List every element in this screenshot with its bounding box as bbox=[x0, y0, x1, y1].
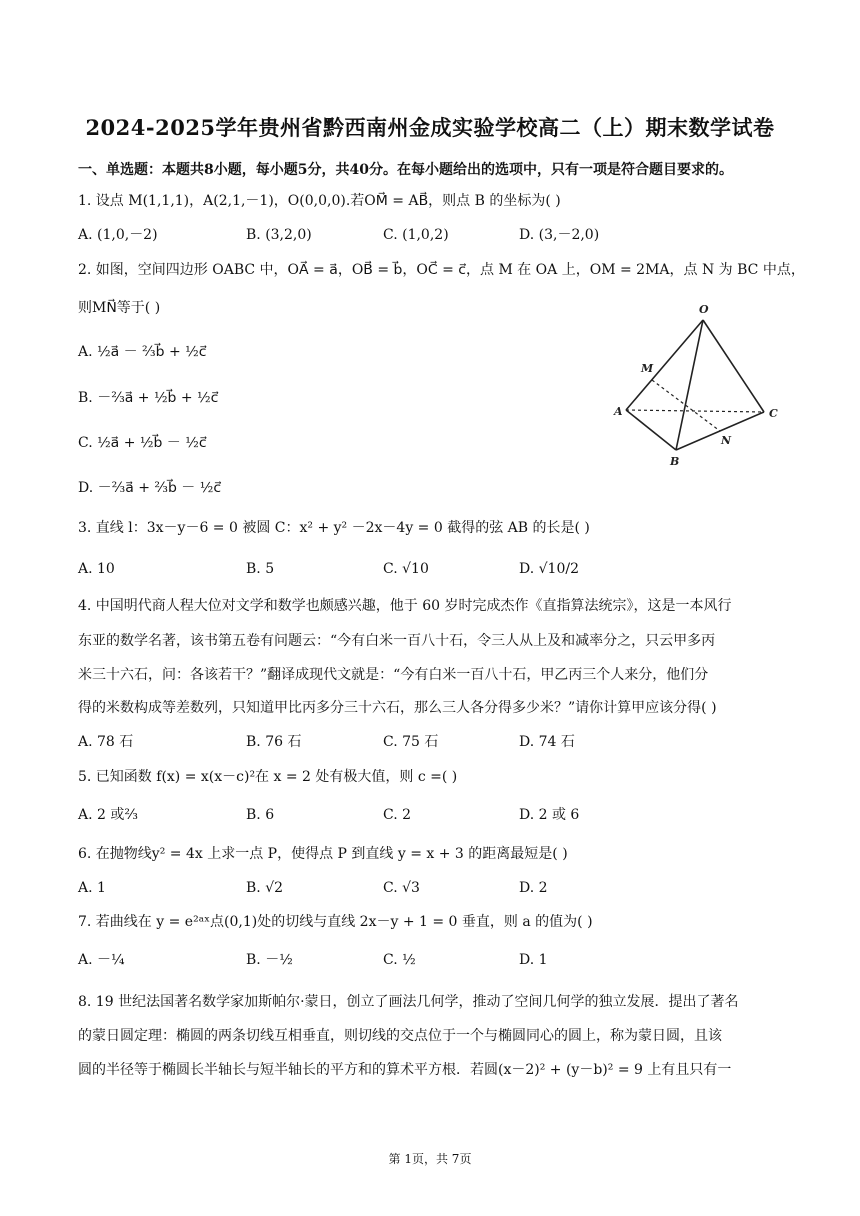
q6-option-d: D. 2 bbox=[519, 880, 548, 896]
section-heading: 一、单选题：本题共8小题，每小题5分，共40分。在每小题给出的选项中，只有一项是符合题目要求的。 bbox=[78, 162, 733, 178]
q3-option-a: A. 10 bbox=[78, 561, 115, 577]
page-footer: 第 1页，共 7页 bbox=[388, 1152, 472, 1166]
question-8-line3: 圆的半径等于椭圆长半轴长与短半轴长的平方和的算术平方根．若圆(x－2)² + (y－b)² = 9 上有且只有一 bbox=[78, 1062, 732, 1078]
question-5-stem: 5. 已知函数 f(x) = x(x－c)²在 x = 2 处有极大值，则 c =( ) bbox=[78, 769, 458, 785]
q1-option-b: B. (3,2,0) bbox=[246, 227, 312, 243]
q2-option-a: A. ½a⃗ － ⅔b⃗ + ½c⃗ bbox=[78, 344, 207, 360]
question-3-stem: 3. 直线 l：3x－y－6 = 0 被圆 C：x² + y² －2x－4y = 0 截得的弦 AB 的长是( ) bbox=[78, 520, 590, 536]
q5-option-c: C. 2 bbox=[383, 807, 412, 823]
q6-option-b: B. √2 bbox=[246, 880, 284, 896]
question-4-line3: 米三十六石，问：各该若干？”翻译成现代文就是：“今有白米一百八十石，甲乙丙三个人来分，他们分 bbox=[78, 667, 709, 683]
question-6-stem: 6. 在抛物线y² = 4x 上求一点 P，使得点 P 到直线 y = x + 3 的距离最短是( ) bbox=[78, 846, 568, 862]
label-m: M bbox=[641, 362, 654, 375]
label-b: B bbox=[670, 455, 680, 468]
q1-option-c: C. (1,0,2) bbox=[383, 227, 449, 243]
question-2-stem-line2: 则MN⃗等于( ) bbox=[78, 300, 161, 316]
question-8-line1: 8. 19 世纪法国著名数学家加斯帕尔·蒙日，创立了画法几何学，推动了空间几何学的独立发展．提出了著名 bbox=[78, 994, 739, 1010]
question-2-stem-line1: 2. 如图，空间四边形 OABC 中，OA⃗ = a⃗，OB⃗ = b⃗，OC⃗ = c⃗，点 M 在 OA 上，OM = 2MA，点 N 为 BC 中点， bbox=[78, 262, 805, 278]
q7-option-d: D. 1 bbox=[519, 952, 548, 968]
q1-option-d: D. (3,－2,0) bbox=[519, 227, 600, 243]
q6-option-c: C. √3 bbox=[383, 880, 420, 896]
label-a: A bbox=[614, 405, 623, 418]
q3-option-b: B. 5 bbox=[246, 561, 275, 577]
q7-option-c: C. ½ bbox=[383, 952, 416, 968]
label-n: N bbox=[721, 434, 732, 447]
q4-option-c: C. 75 石 bbox=[383, 734, 439, 750]
q5-option-b: B. 6 bbox=[246, 807, 275, 823]
tetrahedron-figure bbox=[606, 300, 788, 470]
q5-option-a: A. 2 或⅔ bbox=[78, 807, 138, 823]
question-1-stem: 1. 设点 M(1,1,1)，A(2,1,－1)，O(0,0,0).若OM⃗ = AB⃗，则点 B 的坐标为( ) bbox=[78, 193, 561, 209]
question-4-line4: 得的米数构成等差数列，只知道甲比丙多分三十六石，那么三人各分得多少米？”请你计算甲应该分得( ) bbox=[78, 700, 717, 716]
q4-option-a: A. 78 石 bbox=[78, 734, 134, 750]
question-4-line2: 东亚的数学名著，该书第五卷有问题云：“今有白米一百八十石，令三人从上及和减率分之，只云甲多丙 bbox=[78, 633, 716, 649]
label-c: C bbox=[769, 407, 778, 420]
q7-option-a: A. －¼ bbox=[78, 952, 125, 968]
question-8-line2: 的蒙日圆定理：椭圆的两条切线互相垂直，则切线的交点位于一个与椭圆同心的圆上，称为蒙日圆，且该 bbox=[78, 1028, 722, 1044]
q2-option-d: D. －⅔a⃗ + ⅔b⃗ － ½c⃗ bbox=[78, 480, 222, 496]
q3-option-d: D. √10/2 bbox=[519, 561, 579, 577]
q5-option-d: D. 2 或 6 bbox=[519, 807, 580, 823]
q4-option-d: D. 74 石 bbox=[519, 734, 575, 750]
question-7-stem: 7. 若曲线在 y = e²ᵃˣ点(0,1)处的切线与直线 2x－y + 1 = 0 垂直，则 a 的值为( ) bbox=[78, 914, 593, 930]
q2-option-c: C. ½a⃗ + ½b⃗ － ½c⃗ bbox=[78, 435, 207, 451]
q3-option-c: C. √10 bbox=[383, 561, 429, 577]
q1-option-a: A. (1,0,－2) bbox=[78, 227, 158, 243]
page-title: 2024-2025学年贵州省黔西南州金成实验学校高二（上）期末数学试卷 bbox=[85, 115, 775, 140]
q6-option-a: A. 1 bbox=[78, 880, 106, 896]
question-4-line1: 4. 中国明代商人程大位对文学和数学也颇感兴趣，他于 60 岁时完成杰作《直指算法统宗》，这是一本风行 bbox=[78, 598, 732, 614]
q4-option-b: B. 76 石 bbox=[246, 734, 302, 750]
q2-option-b: B. －⅔a⃗ + ½b⃗ + ½c⃗ bbox=[78, 390, 219, 406]
q7-option-b: B. －½ bbox=[246, 952, 293, 968]
label-o: O bbox=[699, 303, 709, 316]
